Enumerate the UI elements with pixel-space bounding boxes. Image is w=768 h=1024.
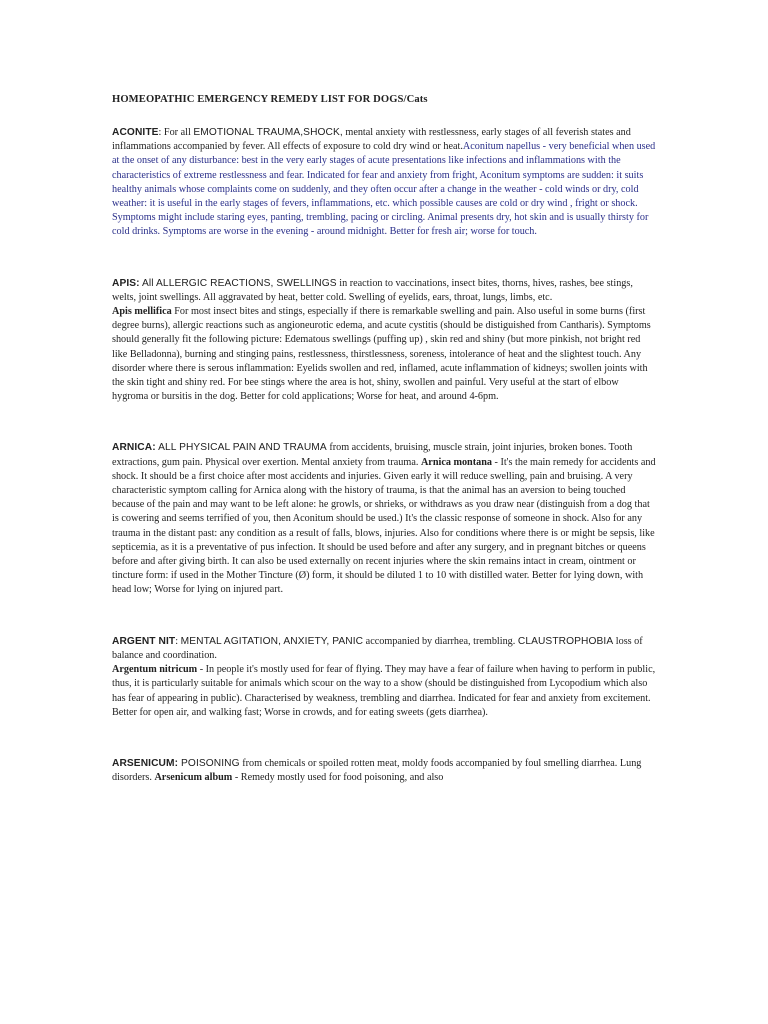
argent-intro: accompanied by diarrhea, trembling. — [363, 635, 518, 647]
section-apis — [112, 277, 656, 405]
apis-body: For most insect bites and stings, especially if there is remarkable swelling and pain. Also useful in some burns (first degree burns), allergic reactions such as angioneurotic edema, and acute cystitis (should be distiguished from Cantharis). Symptoms should generally fit the following picture: Edematous swellings (puffing up) , skin red and shiny (but more pinkish, not bright red like Belladonna), burning and stinging pains, restlessness, thirstlessness, soreness, intolerance of heat and the slightest touch. Any disorder where there is serous inflammation: Eyelids swollen and red, inflamed, acute inflammation of kidneys; swollen joints with the skin tight and shiny red. For bee stings where the area is hot, shiny, swollen and painful. Very useful at the start of elbow hygroma or bursitis in the dog. Better for cold applications; Worse for heat, and around 4-6pm. — [112, 306, 651, 403]
arnica-intro: from accidents, bruising, muscle strain, joint injuries, broken bones. Tooth extractions, gum pain. Physical over exertion. Mental anxiety from trauma. — [112, 442, 633, 468]
arsenicum-paragraph — [112, 757, 656, 785]
arsenicum-remedy-name: Arsenicum album — [154, 772, 233, 784]
arnica-caps: ALL PHYSICAL PAIN AND TRAUMA — [155, 442, 327, 454]
arsenicum-heading: ARSENICUM: — [112, 757, 179, 769]
argent-intro-2: loss of balance and coordination. — [112, 635, 643, 661]
apis-intro: in reaction to vaccinations, insect bites, thorns, hives, rashes, bee stings, welts, joint swellings. All aggravated by heat, better cold. Swelling of eyelids, ears, throat, lungs, limbs, etc. — [112, 277, 633, 303]
aconite-caps: EMOTIONAL TRAUMA,SHOCK, — [193, 127, 343, 138]
arnica-paragraph — [112, 441, 656, 597]
arsenicum-intro: from chemicals or spoiled rotten meat, moldy foods accompanied by foul smelling diarrhea. Lung disorders. — [112, 757, 642, 784]
section-argent-nit — [112, 635, 656, 720]
apis-intro-paragraph — [112, 277, 656, 305]
arnica-remedy-name: Arnica montana — [420, 456, 492, 468]
arsenicum-body: - Remedy mostly used for food poisoning, and also — [232, 772, 444, 784]
aconite-colon: : For all — [158, 127, 194, 138]
aconite-intro: mental anxiety with restlessness, early stages of all feverish states and inflammations accompanied by fever. All effects of exposure to cold dry wind or heat. — [112, 127, 631, 153]
argent-caps-2: CLAUSTROPHOBIA — [517, 635, 614, 647]
argent-body-paragraph — [112, 663, 656, 720]
argent-body: - In people it's mostly used for fear of flying. They may have a fear of failure when having to perform in public, thus, it is particularly suitable for animals which scour on the way to a show (should be distinguished from Lycopodium which also has fear of appearing in public). Characterised by weakness, trembling and diarrhea. Indicated for fear and anxiety from excitement. Better for open air, and walking fast; Worse in crowds, and for eating sweets (gets diarrhea). — [112, 664, 656, 718]
arnica-body: - It's the main remedy for accidents and shock. It should be a first choice after most accidents and injuries. Given early it will reduce swelling, pain and bruising. A very characteristic symptom calling for Arnica along with the history of trauma, is that the animal has an aversion to being touched because of the pain and may want to be left alone: he growls, or shrieks, or withdraws as you draw near (distinguish from a dog that is cowering and seems terrified of you, then Aconitum should be used.) It's the classic response of someone in shock. Also for any trauma in the distant past: any condition as a result of falls, blows, injuries. Also for conditions where there is or might be sepsis, like septicemia, as it is a preventative of pus infection. It should be used before and after any surgery, and in pregnant bitches or queens before and after giving birth. It can also be used externally on recent injuries where the skin remains intact in cream, ointment or tincture form: if used in the Mother Tincture (Ø) form, it should be diluted 1 to 10 with distilled water. Better for lying down, with head low; Worse for lying on injured part. — [112, 456, 656, 596]
argent-caps: MENTAL AGITATION, ANXIETY, PANIC — [180, 635, 364, 647]
section-aconite — [112, 126, 656, 240]
apis-heading: APIS: — [112, 277, 140, 289]
arnica-heading: ARNICA: — [112, 442, 156, 454]
document-title: HOMEOPATHIC EMERGENCY REMEDY LIST FOR DOGS/Cats — [112, 94, 428, 105]
argent-intro-paragraph — [112, 635, 656, 663]
section-arnica — [112, 441, 656, 597]
argent-colon: : — [175, 635, 181, 647]
arsenicum-caps: POISONING — [178, 757, 240, 769]
apis-remedy-name: Apis mellifica — [112, 306, 172, 318]
aconite-blue-text: Aconitum napellus - very beneficial when used at the onset of any disturbance: best in the very early stages of acute presentations like infections and inflammations with the characteristics of extreme restlessness and fear. Indicated for fear and anxiety from fright, Aconitum symptoms are sudden: it suits healthy animals whose complaints come on suddenly, and they often occur after a change in the weather - cold winds or dry, cold weather: it is useful in the early stages of fevers, inflammations, etc. which possible causes are cold or dry wind , fright or shock. Symptoms might include staring eyes, panting, trembling, pacing or circling. Animal presents dry, hot skin and is usually thirsty for cold drinks. Symptoms are worse in the evening - around midnight. Better for fresh air; worse for touch. — [112, 141, 656, 238]
section-arsenicum — [112, 757, 656, 785]
argent-remedy-name: Argentum nitricum — [112, 664, 198, 676]
argent-heading: ARGENT NIT — [112, 635, 176, 647]
aconite-heading: ACONITE — [112, 127, 159, 138]
apis-body-paragraph — [112, 305, 656, 404]
aconite-paragraph — [112, 126, 656, 240]
apis-caps: All ALLERGIC REACTIONS, SWELLINGS — [139, 277, 337, 289]
